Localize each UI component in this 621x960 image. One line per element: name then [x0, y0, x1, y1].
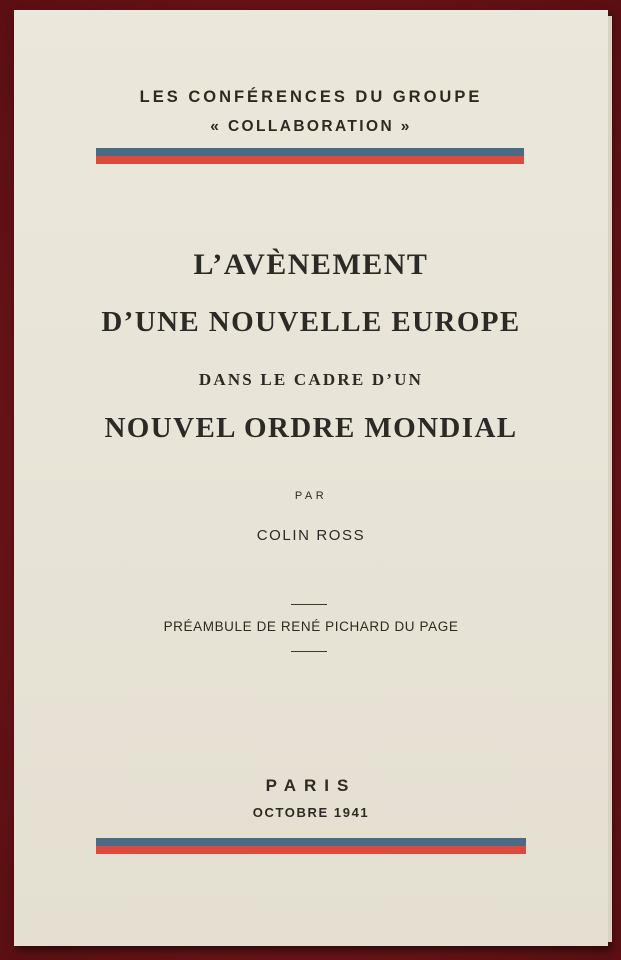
author-name: COLIN ROSS: [256, 527, 366, 544]
title-line-4: NOUVEL ORDRE MONDIAL: [104, 412, 518, 444]
red-band: [96, 156, 524, 164]
by-label: PAR: [294, 490, 328, 502]
preamble-credit: PRÉAMBULE DE RENÉ PICHARD DU PAGE: [163, 619, 459, 634]
pamphlet-cover: [14, 10, 608, 946]
tricolor-stripe-bottom: [96, 838, 526, 854]
title-line-2: D’UNE NOUVELLE EUROPE: [101, 306, 521, 338]
divider-bottom: [291, 651, 327, 652]
series-name: LES CONFÉRENCES DU GROUPE: [139, 88, 483, 106]
title-line-3: DANS LE CADRE D’UN: [198, 370, 424, 389]
divider-top: [291, 604, 327, 605]
title-line-1: L’AVÈNEMENT: [193, 248, 429, 281]
blue-band: [96, 838, 526, 846]
red-band: [96, 846, 526, 854]
group-name: « COLLABORATION »: [210, 118, 412, 135]
page-edge: [608, 16, 612, 942]
blue-band: [96, 148, 524, 156]
imprint-date: OCTOBRE 1941: [252, 805, 370, 820]
tricolor-stripe-top: [96, 148, 524, 164]
imprint-city: PARIS: [265, 776, 357, 795]
